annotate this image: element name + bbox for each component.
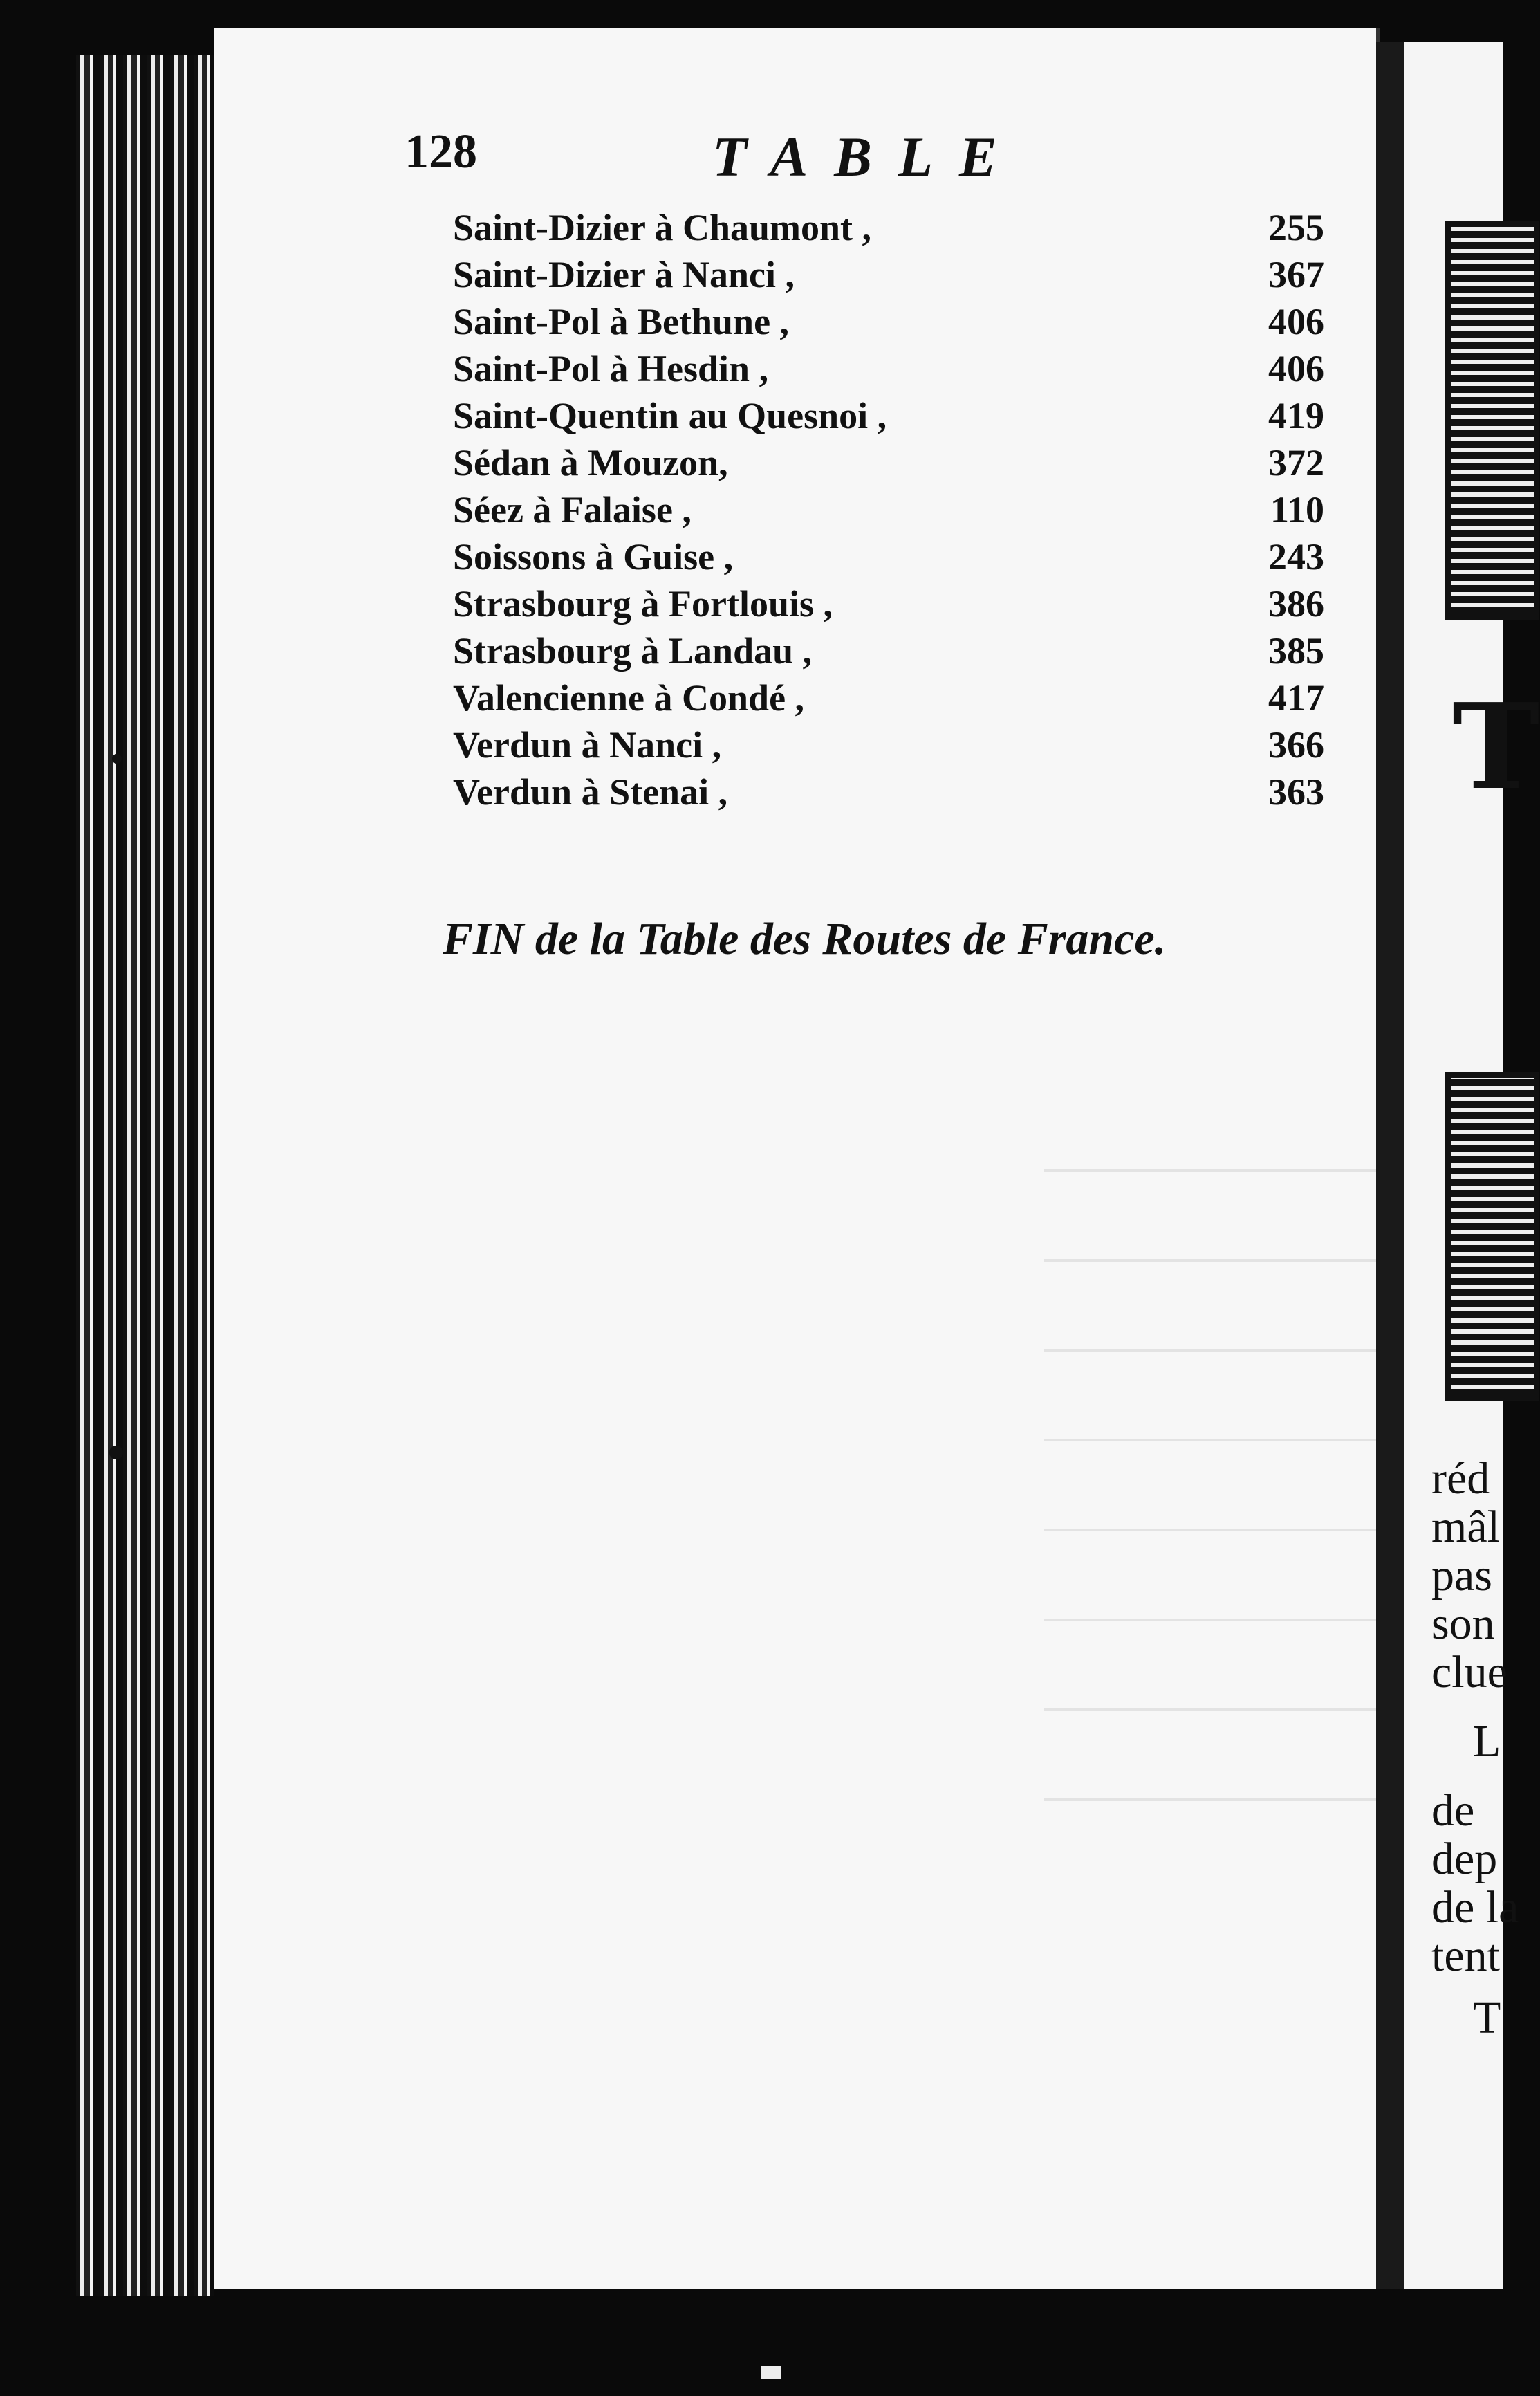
route-name: Séez à Falaise ,	[453, 489, 692, 531]
route-name: Valencienne à Condé ,	[453, 677, 805, 719]
route-page-number: 372	[1268, 442, 1324, 483]
page-title: TABLE	[712, 125, 1023, 188]
route-page-number: 367	[1268, 254, 1324, 295]
end-of-table-text: FIN de la Table des Routes de France.	[443, 914, 1167, 964]
table-row	[453, 439, 1324, 486]
adjacent-initial: T	[1452, 678, 1540, 816]
adjacent-text-fragment: de la	[1431, 1882, 1519, 1933]
route-name: Strasbourg à Landau ,	[453, 630, 813, 672]
table-row	[453, 768, 1324, 815]
table-row	[453, 392, 1324, 439]
table-row	[453, 580, 1324, 627]
route-page-number: 419	[1268, 395, 1324, 436]
route-page-number: 255	[1268, 207, 1324, 248]
ink-speck	[761, 2366, 781, 2379]
adjacent-text-fragment: mâl	[1431, 1502, 1500, 1552]
route-page-number: 406	[1268, 348, 1324, 389]
adjacent-text-fragment: tent	[1431, 1930, 1500, 1981]
route-page-number: 366	[1268, 724, 1324, 766]
table-row	[453, 251, 1324, 298]
table-row	[453, 627, 1324, 674]
adjacent-text-fragment: de	[1431, 1785, 1475, 1836]
adjacent-text-fragment: clue	[1431, 1647, 1507, 1697]
route-name: Sédan à Mouzon,	[453, 442, 728, 483]
page-number: 128	[405, 125, 477, 178]
adjacent-text-fragment: son	[1431, 1598, 1495, 1649]
book-spine	[76, 55, 214, 2296]
route-page-number: 406	[1268, 301, 1324, 342]
table-row	[453, 533, 1324, 580]
route-name: Verdun à Stenai ,	[453, 771, 728, 813]
route-name: Soissons à Guise ,	[453, 536, 734, 578]
adjacent-text-fragment: L	[1473, 1716, 1501, 1767]
route-name: Verdun à Nanci ,	[453, 724, 722, 766]
route-page-number: 417	[1268, 677, 1324, 719]
table-row	[453, 486, 1324, 533]
adjacent-page	[1404, 42, 1540, 2289]
route-name: Saint-Pol à Bethune ,	[453, 301, 790, 342]
route-page-number: 110	[1270, 489, 1324, 531]
ink-speck	[112, 754, 122, 764]
route-page-number: 243	[1268, 536, 1324, 578]
adjacent-text-fragment: T	[1473, 1993, 1501, 2043]
table-row	[453, 721, 1324, 768]
ornament-icon	[1445, 221, 1539, 620]
route-page-number: 363	[1268, 771, 1324, 813]
route-name: Saint-Dizier à Chaumont ,	[453, 207, 872, 248]
ornament-icon	[1445, 1072, 1539, 1401]
table-row	[453, 298, 1324, 345]
ink-speck	[109, 1446, 123, 1459]
route-name: Strasbourg à Fortlouis ,	[453, 583, 833, 625]
route-table	[453, 204, 1324, 815]
route-page-number: 386	[1268, 583, 1324, 625]
table-row	[453, 674, 1324, 721]
route-page-number: 385	[1268, 630, 1324, 672]
table-row	[453, 204, 1324, 251]
table-row	[453, 345, 1324, 392]
adjacent-text-fragment: réd	[1431, 1453, 1490, 1504]
adjacent-text-fragment: pas	[1431, 1550, 1492, 1601]
route-name: Saint-Dizier à Nanci ,	[453, 254, 795, 295]
route-name: Saint-Quentin au Quesnoi ,	[453, 395, 887, 436]
adjacent-text-fragment: dep	[1431, 1834, 1498, 1884]
route-name: Saint-Pol à Hesdin ,	[453, 348, 769, 389]
